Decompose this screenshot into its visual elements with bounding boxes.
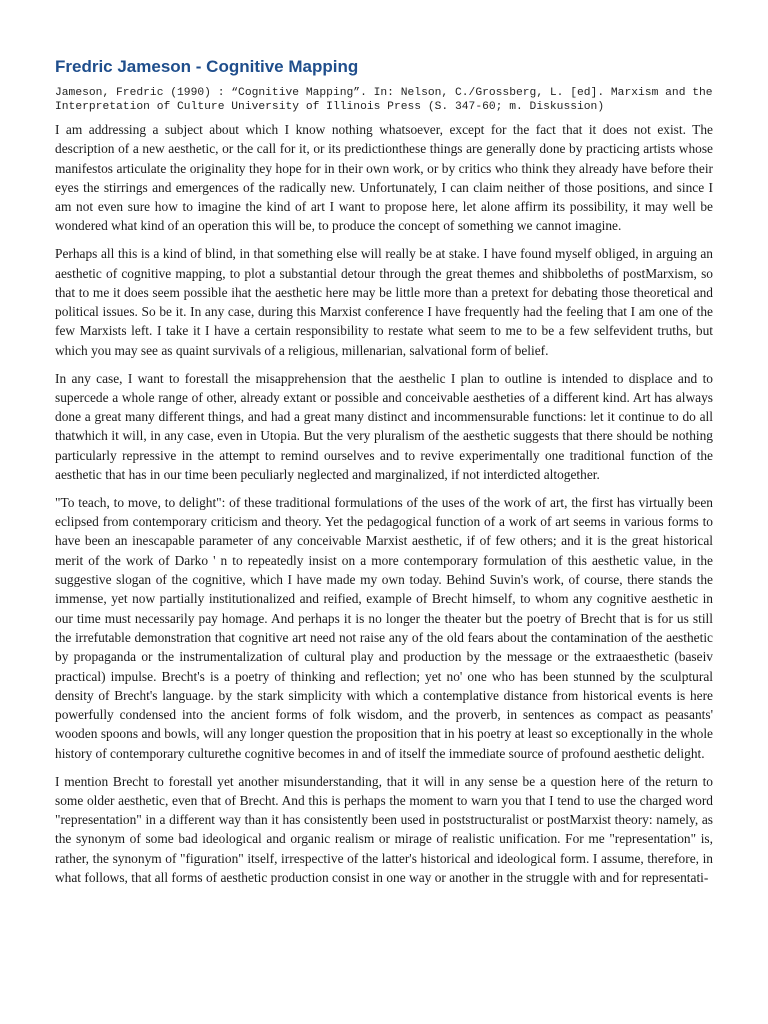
document-title: Fredric Jameson - Cognitive Mapping — [55, 57, 359, 76]
paragraph-1: I am addressing a subject about which I know nothing whatsoever, except for the fact that it does not exist. The description of a new aesthetic, or the call for it, or its predictionthese things are generally done by practicing artists whose manifestos articulate the originality they hope for in their own work, or by critics who think they already have before their eyes the stirrings and emergences of the radically new. Unfortunately, I can claim neither of those positions, and since I am not even sure how to imagine the kind of art I want to propose here, let alone affirm its possibility, it may well be wondered what kind of an operation this will be, to produce the concept of something we cannot imagine. — [55, 122, 713, 234]
paragraph-4: "To teach, to move, to delight": of these traditional formulations of the uses of the work of art, the first has virtually been eclipsed from contemporary criticism and theory. Yet the pedagogical function of a work of art seems in various forms to have been an inescapable parameter of any conceivable Marxist aesthetic, if of few others; and it is the great historical merit of the work of Darko ' n to repeatedly insist on a more contemporary formulation of this aesthetic value, in the suggestive slogan of the cognitive, which I have made my own today. Behind Suvin's work, of course, there stands the immense, yet now partially institutionalized and reified, example of Brecht himself, to whom any cognitive aesthetic in our time must necessarily pay homage. And perhaps it is no longer the theater but the poetry of Brecht that is for us still the irrefutable demonstration that cognitive art need not raise any of the old fears about the contamination of the aesthetic by propaganda or the instrumentalization of cultural play and production by the message or the extraaesthetic (baseiv practical) impulse. Brecht's is a poetry of thinking and reflection; yet no' one who has been stunned by the sculptural density of Brecht's language. by the stark simplicity with which a contemplative distance from historical events is here powerfully condensed into the ancient forms of folk wisdom, and the proverb, in sentences as compact as peasants' wooden spoons and bowls, will any longer question the proposition that in his poetry at least so exceptionally in the whole history of contemporary culturethe cognitive becomes in and of itself the immediate source of profound aesthetic delight. — [55, 494, 713, 761]
paragraph-5: I mention Brecht to forestall yet another misunderstanding, that it will in any sense be a question here of the return to some older aesthetic, even that of Brecht. And this is perhaps the moment to warn you that I tend to use the charged word "representation" in a different way than it has consistently been used in poststructuralist or postMarxist theory: namely, as the synonym of some bad ideological and organic realism or mirage of realistic unification. For me "representation" is, rather, the synonym of "figuration" itself, irrespective of the latter's historical and ideological form. I assume, therefore, in what follows, that all forms of aesthetic production consist in one way or another in the struggle with and for representati- — [55, 773, 713, 885]
citation: Jameson, Fredric (1990) : “Cognitive Mapping”. In: Nelson, C./Grossberg, L. [ed]. Marxism and the Interpretation of Culture University of Illinois Press (S. 347-60; m. Diskussion) — [55, 87, 713, 113]
paragraph-3: In any case, I want to forestall the misapprehension that the aesthelic I plan to outline is intended to displace and to supercede a whole range of other, already extant or possible and conceivable aestheties of a different kind. Art has always done a great many different things, and had a great many distinct and incommensurable functions: let it continue to do all thatwhich it will, in any case, even in Utopia. But the very pluralism of the aesthetic suggests that there should be nothing particularly repressive in the attempt to remind ourselves and to revive experimentally one traditional function of the aesthetic that has in our time been peculiarly neglected and marginalized, if not interdicted altogether. — [55, 370, 713, 483]
paragraph-2: Perhaps all this is a kind of blind, in that something else will really be at stake. I have found myself obliged, in arguing an aesthetic of cognitive mapping, to plot a substantial detour through the great themes and shibboleths of postMarxism, so that to me it does seem possible ihat the aesthetic here may be little more than a pretext for debating those theoretical and political issues. So be it. In any case, during this Marxist conference I have frequently had the feeling that I am one of the few Marxists left. I take it I have a certain responsibility to restate what seem to me to be a few selfevident truths, but which you may see as quaint survivals of a religious, millenarian, salvational form of belief. — [55, 246, 713, 358]
document-page — [55, 56, 713, 896]
